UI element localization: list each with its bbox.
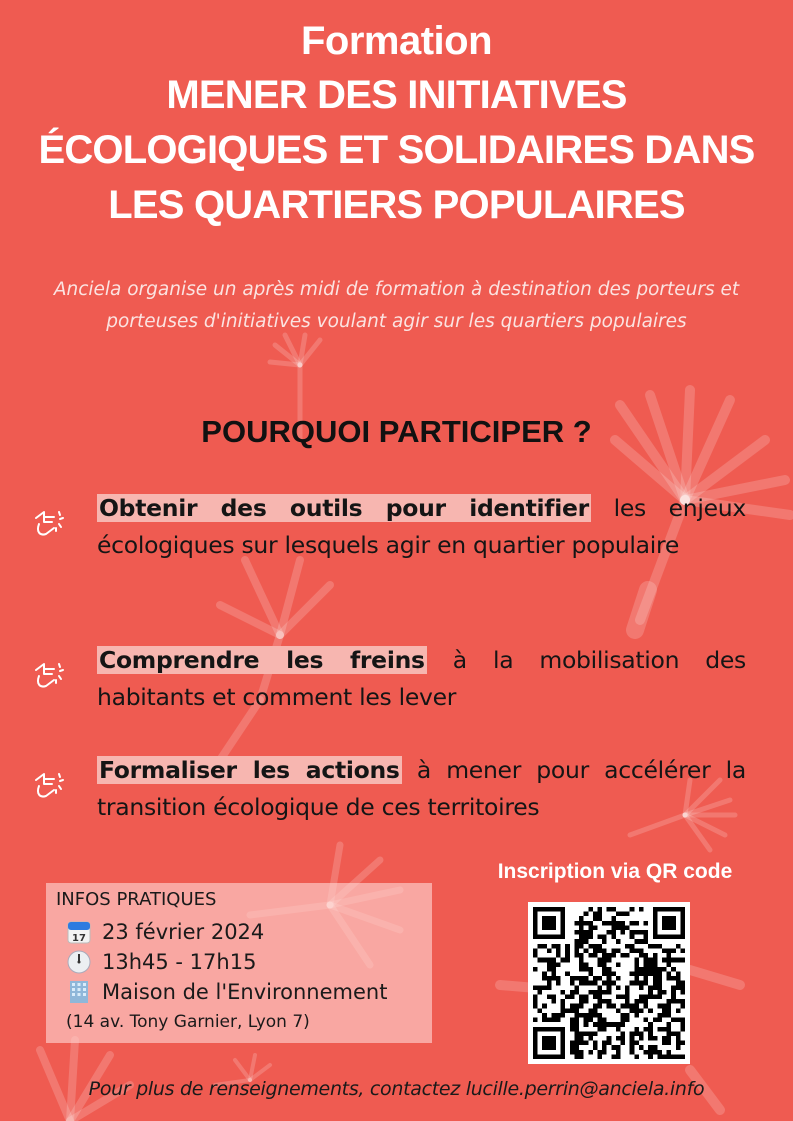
title-line-1: MENER DES INITIATIVES bbox=[166, 73, 627, 117]
bullet-highlight: Obtenir des outils pour identifier bbox=[99, 494, 589, 522]
time-row bbox=[66, 949, 256, 975]
address-text: (14 av. Tony Garnier, Lyon 7) bbox=[66, 1012, 310, 1032]
title-line-2: ÉCOLOGIQUES ET SOLIDAIRES DANS bbox=[38, 128, 755, 172]
time-text: 13h45 - 17h15 bbox=[102, 950, 257, 974]
poster-header bbox=[0, 14, 793, 233]
registration-qr-code[interactable] bbox=[528, 902, 690, 1064]
infos-heading: INFOS PRATIQUES bbox=[56, 889, 217, 910]
date-text: 23 février 2024 bbox=[102, 920, 265, 944]
intro-text: Anciela organise un après midi de formation à destination des porteurs et porteuses d'initiatives voulant agir sur les quartiers populaires bbox=[53, 279, 740, 332]
svg-text:17: 17 bbox=[72, 933, 86, 944]
clock-icon bbox=[66, 949, 92, 975]
bullet-rest: à mener pour accélérer la transition écologique de ces territoires bbox=[97, 756, 746, 821]
bullet-text bbox=[97, 752, 746, 826]
qr-code-icon[interactable] bbox=[533, 907, 685, 1059]
title-line-3: LES QUARTIERS POPULAIRES bbox=[108, 183, 685, 227]
bullet-rest: à la mobilisation des habitants et comment les lever bbox=[97, 646, 747, 711]
place-text: Maison de l'Environnement bbox=[102, 980, 388, 1004]
registration-label: Inscription via QR code bbox=[497, 860, 733, 883]
bullet-rest: les enjeux écologiques sur lesquels agir en quartier populaire bbox=[97, 494, 746, 559]
office-building-icon bbox=[66, 979, 92, 1005]
bullet-text bbox=[97, 490, 746, 564]
place-row bbox=[66, 979, 387, 1005]
why-heading: POURQUOI PARTICIPER ? bbox=[201, 414, 592, 449]
date-row bbox=[66, 919, 264, 945]
bullet-highlight: Comprendre les freins bbox=[99, 646, 425, 674]
contact-footer: Pour plus de renseignements, contactez lucille.perrin@anciela.info bbox=[88, 1078, 705, 1100]
bullet-text bbox=[97, 642, 746, 716]
kicker: Formation bbox=[300, 19, 493, 63]
calendar-icon bbox=[66, 919, 92, 945]
pointing-hand-icon bbox=[30, 764, 70, 804]
bullet-highlight: Formaliser les actions bbox=[99, 756, 400, 784]
pointing-hand-icon bbox=[30, 502, 70, 542]
infos-pratiques-box bbox=[46, 883, 432, 1043]
pointing-hand-icon bbox=[30, 654, 70, 694]
